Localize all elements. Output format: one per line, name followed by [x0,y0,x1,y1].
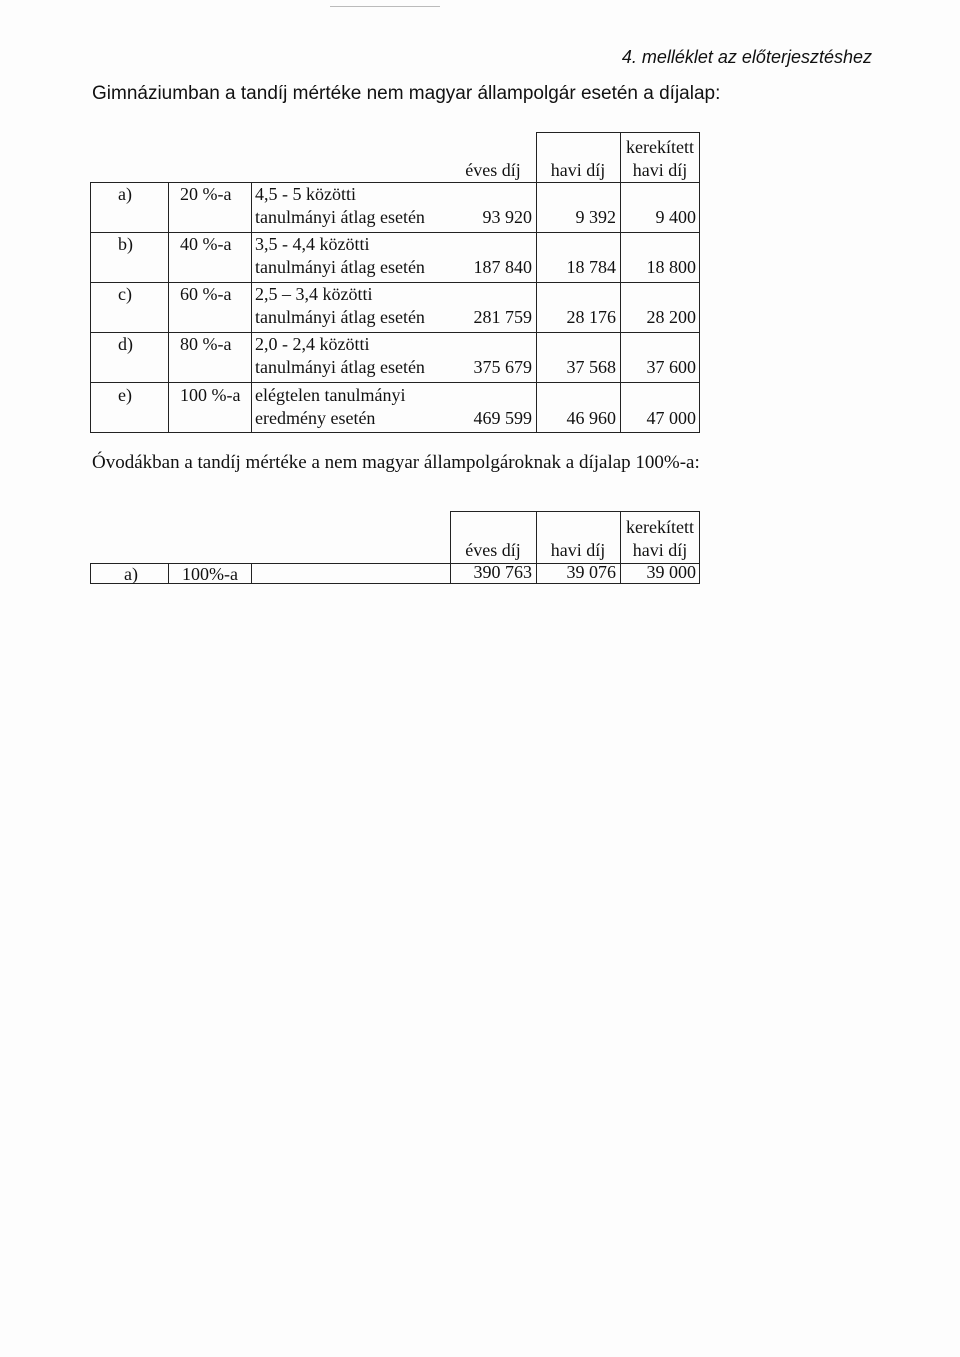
row-eves-dij: 93 920 [482,207,532,227]
row-havi-dij: 9 392 [575,207,616,227]
table-rule [90,182,91,433]
table-rule [168,563,169,584]
row-eves-dij: 187 840 [473,257,532,277]
scan-line [330,6,440,7]
row-kerekitett: 18 800 [646,257,696,277]
row-percent: 80 %-a [180,334,232,354]
table-rule [699,182,700,433]
row-eves-dij: 390 763 [473,562,532,582]
table-rule [90,332,700,333]
row-desc-line1: elégtelen tanulmányi [255,385,406,405]
table-rule [90,432,700,433]
row-percent: 100 %-a [180,385,241,405]
row-letter: a) [124,564,138,584]
table-rule [536,132,700,133]
row-kerekitett: 9 400 [655,207,696,227]
row-percent: 100%-a [182,564,238,584]
header-eves-dij: éves díj [465,160,521,180]
table-rule [251,182,252,433]
row-desc-line2: tanulmányi átlag esetén [255,307,425,327]
row-kerekitett: 37 600 [646,357,696,377]
table-rule [536,132,537,182]
row-letter: e) [118,385,132,405]
table-rule [251,563,252,584]
row-desc-line2: tanulmányi átlag esetén [255,357,425,377]
header-kerekitett-havi-dij: havi díj [632,160,688,180]
header-kerekitett-havi-dij: havi díj [632,540,688,560]
row-kerekitett: 39 000 [646,562,696,582]
table-rule [90,232,700,233]
row-kerekitett: 28 200 [646,307,696,327]
row-eves-dij: 281 759 [473,307,532,327]
row-percent: 20 %-a [180,184,232,204]
row-desc-line1: 2,5 – 3,4 közötti [255,284,373,304]
row-desc-line2: tanulmányi átlag esetén [255,257,425,277]
row-eves-dij: 375 679 [473,357,532,377]
table-rule [450,511,700,512]
row-percent: 40 %-a [180,234,232,254]
row-desc-line1: 4,5 - 5 közötti [255,184,356,204]
row-desc-line1: 3,5 - 4,4 közötti [255,234,370,254]
table-rule [620,132,621,182]
row-letter: b) [118,234,133,254]
header-havi-dij: havi díj [550,540,606,560]
table-rule [699,511,700,584]
table-rule [699,132,700,182]
table-rule [90,563,91,584]
header-kerekitett: kerekített [626,517,694,537]
gymnasium-heading: Gimnáziumban a tandíj mértéke nem magyar állampolgár esetén a díjalap: [92,83,721,104]
header-eves-dij: éves díj [465,540,521,560]
table-rule [90,382,700,383]
table-rule [90,182,700,183]
table-rule [90,282,700,283]
row-havi-dij: 39 076 [566,562,616,582]
header-kerekitett: kerekített [626,137,694,157]
table-rule [168,182,169,433]
row-letter: d) [118,334,133,354]
row-letter: a) [118,184,132,204]
row-desc-line2: tanulmányi átlag esetén [255,207,425,227]
row-desc-line1: 2,0 - 2,4 közötti [255,334,370,354]
row-letter: c) [118,284,132,304]
kindergarten-heading: Óvodákban a tandíj mértéke a nem magyar állampolgároknak a díjalap 100%-a: [92,452,700,473]
row-havi-dij: 18 784 [566,257,616,277]
row-havi-dij: 46 960 [566,408,616,428]
annex-label: 4. melléklet az előterjesztéshez [621,47,872,67]
row-desc-line2: eredmény esetén [255,408,376,428]
header-havi-dij: havi díj [550,160,606,180]
row-havi-dij: 28 176 [566,307,616,327]
row-kerekitett: 47 000 [646,408,696,428]
row-eves-dij: 469 599 [473,408,532,428]
row-percent: 60 %-a [180,284,232,304]
row-havi-dij: 37 568 [566,357,616,377]
